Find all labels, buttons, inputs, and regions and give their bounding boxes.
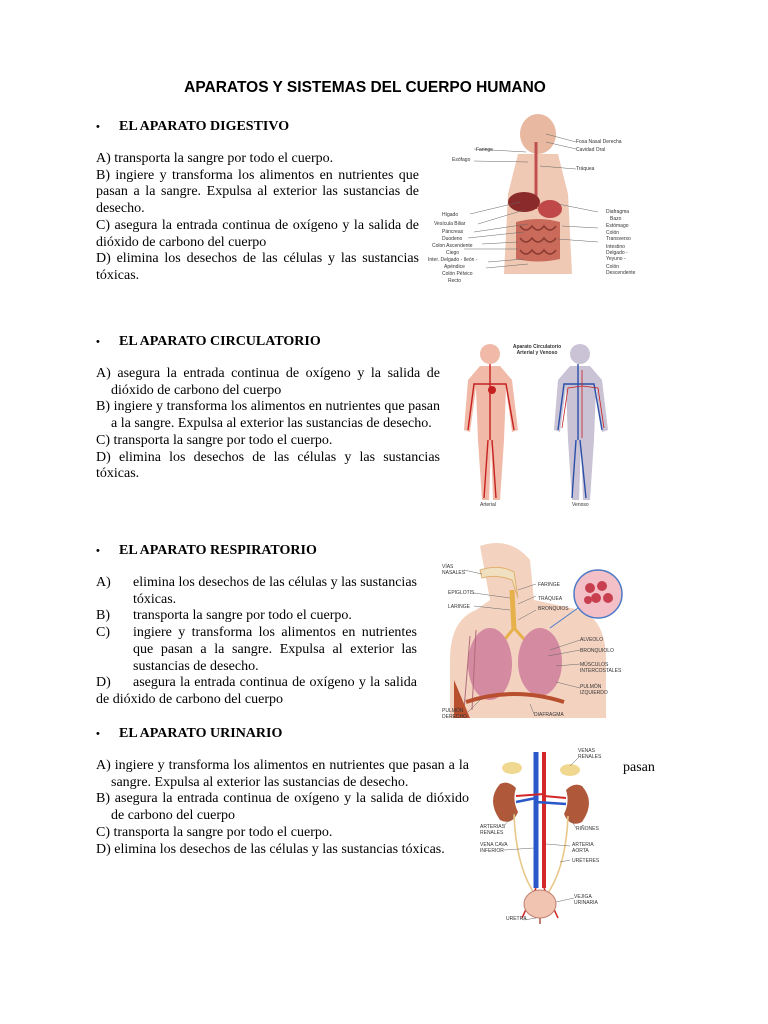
circulatory-system-figure xyxy=(450,340,630,510)
option-d: D) asegura la entrada continua de oxígeno y la salida de dióxido de carbono del cuerpo xyxy=(96,675,417,707)
label-vias-nasales: VÍAS NASALES xyxy=(442,564,466,576)
label-pulmon-derecho: PULMÓN DERECHO xyxy=(442,708,468,720)
bullet: • xyxy=(96,728,100,740)
circulatorio-options xyxy=(96,366,440,483)
respiratory-system-figure xyxy=(430,540,636,724)
page-title: APARATOS Y SISTEMAS DEL CUERPO HUMANO xyxy=(184,79,546,96)
label-traquea: Tráquea xyxy=(576,166,595,172)
label-diafragma: Diafragma xyxy=(606,209,630,215)
label-bronquios: BRONQUIOS xyxy=(538,606,569,612)
label-venoso: Venoso xyxy=(572,502,589,508)
option-c: C) transporta la sangre por todo el cuerpo. xyxy=(96,824,333,840)
label-higado: Hígado xyxy=(442,212,459,218)
option-a: A) elimina los desechos de las células y las sustancias tóxicas. xyxy=(96,575,417,607)
label-ureteres: URÉTERES xyxy=(572,858,600,864)
label-cavidad-oral: Cavidad Oral xyxy=(576,147,606,153)
label-colon-pelvico: Colón Pélvico xyxy=(442,271,473,277)
label-epiglotis: EPIGLOTIS xyxy=(448,590,475,596)
label-uretra: URETRA xyxy=(506,916,527,922)
digestivo-options xyxy=(96,151,419,285)
option-c: C) asegura la entrada continua de oxígeno y la salida de dióxido de carbono del cuerpo xyxy=(96,217,419,250)
label-circulatorio-title: Aparato Circulatorio Arterial y Venoso xyxy=(512,344,562,356)
option-d: D) elimina los desechos de las células y las sustancias tóxicas. xyxy=(96,449,440,482)
option-d: D) elimina los desechos de las células y las sustancias tóxicas. xyxy=(96,251,419,283)
option-b: B) ingiere y transforma los alimentos en nutrientes que pasan a la sangre. Expulsa al exterior las sustancias de desecho. xyxy=(96,167,419,217)
label-colon-transverso: Colón Transverso xyxy=(606,230,631,242)
option-b: B) ingiere y transforma los alimentos en nutrientes que pasan a la sangre. Expulsa al exterior las sustancias de desecho. xyxy=(96,399,440,432)
label-rinones: RIÑONES xyxy=(576,826,599,832)
label-arteria-aorta: ARTERIA AORTA xyxy=(572,842,594,854)
label-pulmon-izquierdo: PULMÓN IZQUIERDO xyxy=(580,684,608,696)
urinario-options xyxy=(96,758,469,858)
label-fosa-nasal: Fosa Nasal Derecha xyxy=(576,139,622,145)
label-colon-descendente: Colón Descendente xyxy=(606,264,636,276)
label-musculos-intercostales: MÚSCULOS INTERCOSTALES xyxy=(580,662,622,674)
label-duodeno: Duodeno xyxy=(442,236,463,242)
label-esofago: Esófago xyxy=(452,157,471,163)
section-heading-circulatorio: • EL APARATO CIRCULATORIO xyxy=(96,334,321,349)
option-b: B) asegura la entrada continua de oxígeno y la salida de dióxido de carbono del cuerpo xyxy=(96,791,470,824)
label-faringe: FARINGE xyxy=(538,582,560,588)
label-colon-ascendente: Colon Ascendente xyxy=(432,243,473,249)
digestive-system-figure xyxy=(428,114,634,290)
option-d: D) elimina los desechos de las células y las sustancias tóxicas. xyxy=(96,841,445,857)
section-heading-digestivo: • EL APARATO DIGESTIVO xyxy=(96,119,290,134)
label-pancreas: Páncreas xyxy=(442,229,464,235)
urinary-system-figure xyxy=(478,748,618,924)
label-vena-cava: VENA CAVA INFERIOR xyxy=(480,842,508,854)
bullet: • xyxy=(96,545,100,557)
circulatory-illustration xyxy=(450,340,630,510)
section-heading-respiratorio: • EL APARATO RESPIRATORIO xyxy=(96,543,317,558)
label-vejiga: VEJIGA URINARIA xyxy=(574,894,598,906)
label-apendice: Apéndice xyxy=(444,264,465,270)
label-arterial: Arterial xyxy=(480,502,496,508)
stray-word-pasan: pasan xyxy=(623,760,655,775)
option-c: C) transporta la sangre por todo el cuerpo. xyxy=(96,432,333,448)
label-faringe: Faringe xyxy=(476,147,493,153)
option-c: C) ingiere y transforma los alimentos en nutrientes que pasan a la sangre. Expulsa al exterior las sustancias de desecho. xyxy=(96,625,417,674)
label-vesicula: Vesícula Biliar xyxy=(434,221,466,227)
label-arterias-renales: ARTERIAS RENALES xyxy=(480,824,505,836)
option-b: B) transporta la sangre por todo el cuerpo. xyxy=(96,608,352,624)
option-a: A) transporta la sangre por todo el cuerpo. xyxy=(96,151,334,166)
option-a: A) asegura la entrada continua de oxígeno y la salida de dióxido de carbono del cuerpo xyxy=(96,366,441,398)
bullet: • xyxy=(96,336,100,348)
option-a: A) ingiere y transforma los alimentos en nutrientes que pasan a la sangre. Expulsa al exterior las sustancias de desecho. xyxy=(96,758,469,790)
label-bazo: Bazo xyxy=(610,216,622,222)
label-ciego: Ciego xyxy=(446,250,460,256)
label-intestino-delgado: Intestino Delgado - Yeyuno - xyxy=(606,244,628,262)
label-venas-renales: VENAS RENALES xyxy=(578,748,602,760)
label-diafragma: DIAFRAGMA xyxy=(534,712,564,718)
label-bronquiolo: BRONQUIOLO xyxy=(580,648,614,654)
respiratorio-options xyxy=(96,575,417,709)
section-heading-urinario: • EL APARATO URINARIO xyxy=(96,726,283,741)
label-laringe: LARINGE xyxy=(448,604,470,610)
bullet: • xyxy=(96,121,100,133)
label-estomago: Estómago xyxy=(606,223,629,229)
label-alveolo: ALVEOLO xyxy=(580,637,603,643)
label-recto: Recto xyxy=(448,278,462,284)
label-inter-delgado: Inter. Delgado - Ileón - xyxy=(428,257,478,263)
label-traquea: TRÁQUEA xyxy=(538,596,563,602)
